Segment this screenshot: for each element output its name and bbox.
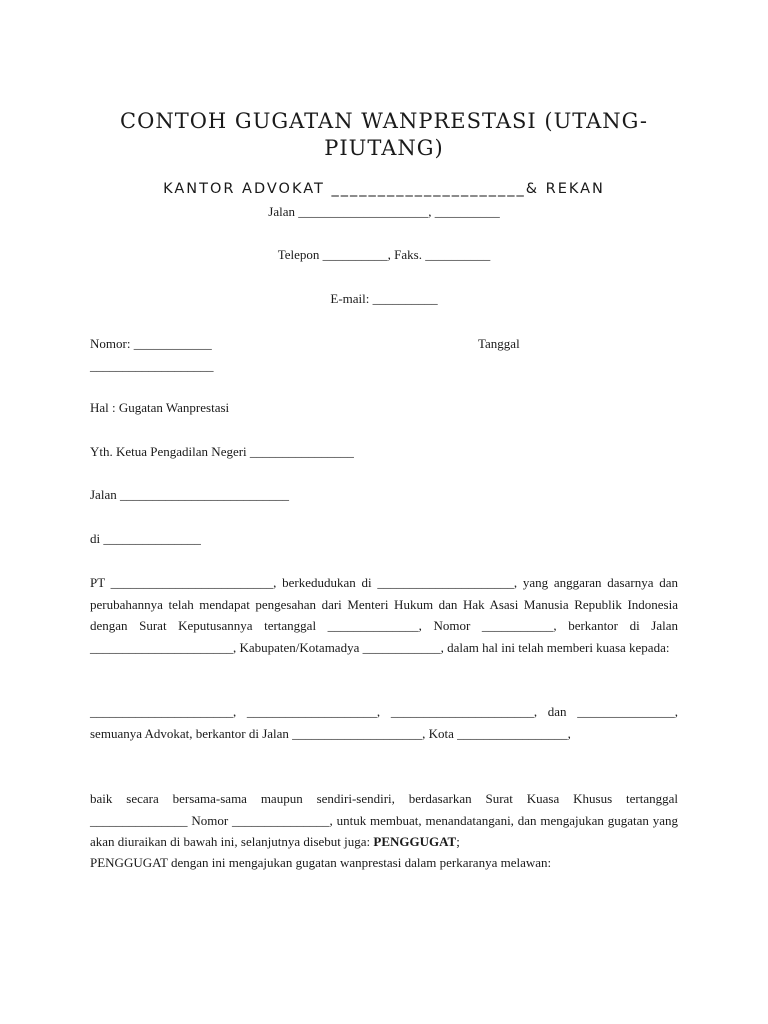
plaintiff-paragraph: PT _________________________, berkedudukan di _____________________, yang anggaran dasarnya dan perubahannya telah mendapat pengesahan dari Menteri Hukum dan Hak Asasi Manusia Republik Indonesia dengan Surat Keputusannya tertanggal ______________, Nomor ___________, berkantor di Jalan ______________________, Kabupaten/Kotamadya ____________, dalam hal ini telah memberi kuasa kepada:	[90, 575, 678, 655]
date-blank: ___________________	[90, 358, 214, 373]
office-name: KANTOR ADVOKAT _____________________& REKAN	[163, 181, 605, 197]
power-of-attorney-paragraph	[90, 788, 678, 853]
office-email: E-mail: __________	[330, 291, 438, 306]
power-of-attorney-text: baik secara bersama-sama maupun sendiri-sendiri, berdasarkan Surat Kuasa Khusus tertanggal _______________ Nomor _______________, untuk membuat, menandatangani, dan mengajukan gugatan yang akan diuraikan di bawah ini, selanjutnya disebut juga:	[90, 791, 678, 849]
addressee-street: Jalan __________________________	[90, 487, 289, 502]
attorneys-paragraph: ______________________, ____________________, ______________________, dan _______________, semuanya Advokat, berkantor di Jalan ____________________, Kota _________________,	[90, 704, 678, 741]
claim-intro-paragraph: PENGGUGAT dengan ini mengajukan gugatan wanprestasi dalam perkaranya melawan:	[90, 855, 552, 870]
plaintiff-term-punctuation: ;	[456, 834, 460, 849]
letter-number: Nomor: ____________	[90, 336, 212, 351]
subject-line: Hal : Gugatan Wanprestasi	[90, 400, 230, 415]
document-title: CONTOH GUGATAN WANPRESTASI (UTANG-PIUTANG)	[120, 109, 648, 160]
plaintiff-term: PENGGUGAT	[373, 834, 457, 849]
date-label: Tanggal	[478, 336, 520, 351]
addressee-line: Yth. Ketua Pengadilan Negeri ________________	[90, 444, 354, 459]
office-address: Jalan ____________________, __________	[268, 204, 500, 219]
office-phone: Telepon __________, Faks. __________	[277, 247, 491, 262]
addressee-city: di _______________	[90, 531, 201, 546]
